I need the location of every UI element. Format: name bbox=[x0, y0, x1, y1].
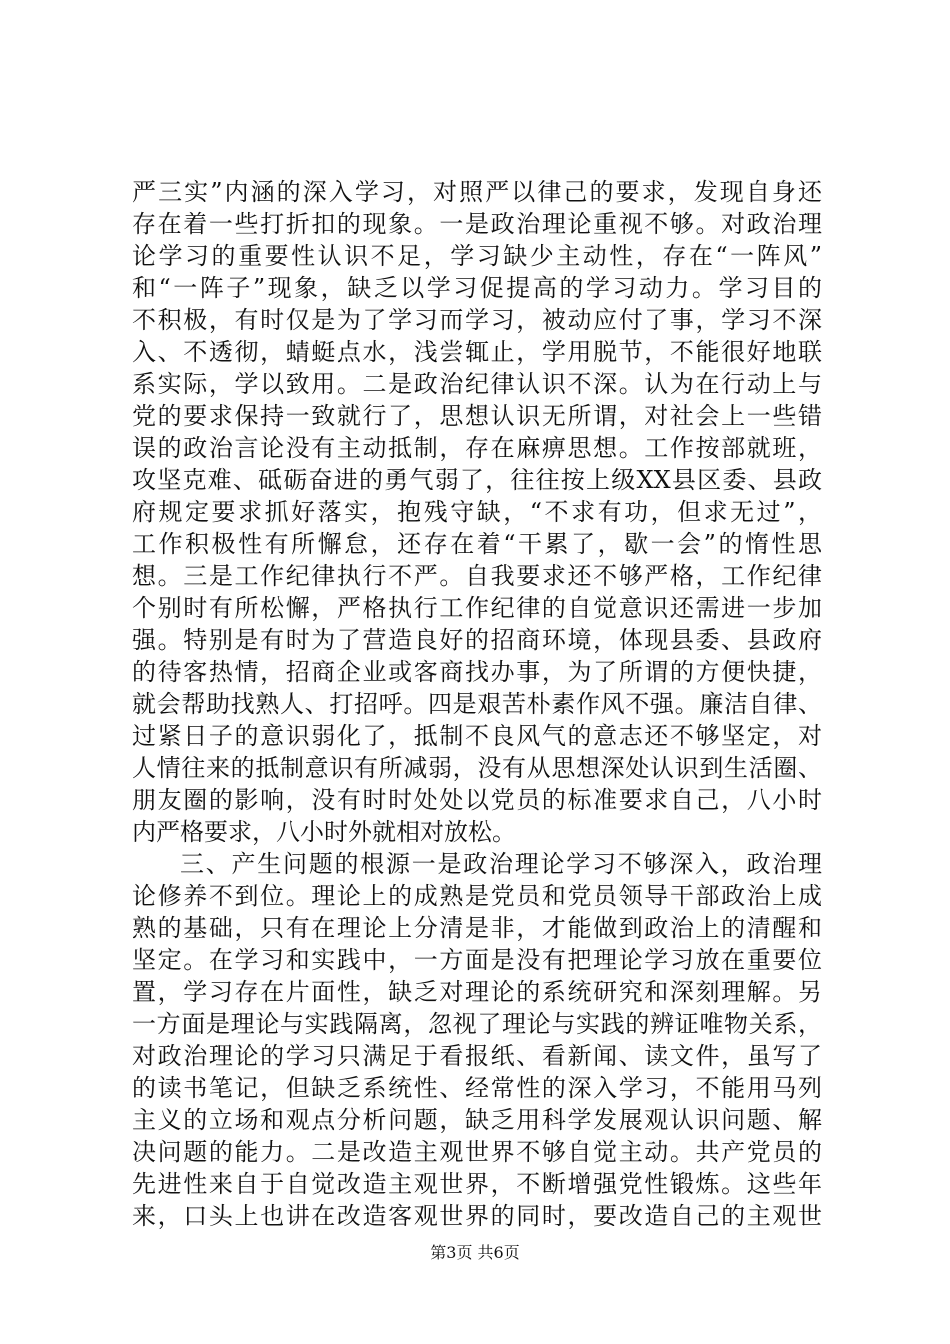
text-line: 严三实”内涵的深入学习，对照严以律己的要求，发现自身还 bbox=[132, 178, 822, 206]
text-line: 来，口头上也讲在改造客观世界的同时，要改造自己的主观世 bbox=[132, 1202, 822, 1230]
text-line: 的读书笔记，但缺乏系统性、经常性的深入学习，不能用马列 bbox=[132, 1074, 822, 1102]
text-line: 决问题的能力。二是改造主观世界不够自觉主动。共产党员的 bbox=[132, 1138, 822, 1166]
page-number-footer: 第3页 共6页 bbox=[430, 1243, 520, 1262]
text-line: 入、不透彻，蜻蜓点水，浅尝辄止，学用脱节，不能很好地联 bbox=[132, 338, 822, 366]
text-line: 工作积极性有所懈怠，还存在着“干累了，歇一会”的惰性思 bbox=[132, 530, 822, 558]
text-line: 论学习的重要性认识不足，学习缺少主动性，存在“一阵风” bbox=[132, 242, 822, 270]
text-line: 攻坚克难、砥砺奋进的勇气弱了，往往按上级XX县区委、县政 bbox=[132, 466, 822, 494]
section-heading-line: 三、产生问题的根源一是政治理论学习不够深入，政治理 bbox=[180, 850, 822, 878]
text-line: 对政治理论的学习只满足于看报纸、看新闻、读文件，虽写了 bbox=[132, 1042, 822, 1070]
text-line: 府规定要求抓好落实，抱残守缺，“不求有功，但求无过”， bbox=[132, 498, 822, 526]
text-line: 论修养不到位。理论上的成熟是党员和党员领导干部政治上成 bbox=[132, 882, 822, 910]
text-line: 先进性来自于自觉改造主观世界，不断增强党性锻炼。这些年 bbox=[132, 1170, 822, 1198]
text-line: 存在着一些打折扣的现象。一是政治理论重视不够。对政治理 bbox=[132, 210, 822, 238]
document-body bbox=[132, 176, 822, 1232]
text-line: 个别时有所松懈，严格执行工作纪律的自觉意识还需进一步加 bbox=[132, 594, 822, 622]
text-line: 不积极，有时仅是为了学习而学习，被动应付了事，学习不深 bbox=[132, 306, 822, 334]
text-line: 主义的立场和观点分析问题，缺乏用科学发展观认识问题、解 bbox=[132, 1106, 822, 1134]
text-line: 过紧日子的意识弱化了，抵制不良风气的意志还不够坚定，对 bbox=[132, 722, 822, 750]
text-line: 想。三是工作纪律执行不严。自我要求还不够严格，工作纪律 bbox=[132, 562, 822, 590]
text-line: 坚定。在学习和实践中，一方面是没有把理论学习放在重要位 bbox=[132, 946, 822, 974]
text-line: 强。特别是有时为了营造良好的招商环境，体现县委、县政府 bbox=[132, 626, 822, 654]
text-line: 置，学习存在片面性，缺乏对理论的系统研究和深刻理解。另 bbox=[132, 978, 822, 1006]
text-line: 系实际，学以致用。二是政治纪律认识不深。认为在行动上与 bbox=[132, 370, 822, 398]
text-line: 党的要求保持一致就行了，思想认识无所谓，对社会上一些错 bbox=[132, 402, 822, 430]
text-line: 熟的基础，只有在理论上分清是非，才能做到政治上的清醒和 bbox=[132, 914, 822, 942]
text-line: 和“一阵子”现象，缺乏以学习促提高的学习动力。学习目的 bbox=[132, 274, 822, 302]
text-line: 就会帮助找熟人、打招呼。四是艰苦朴素作风不强。廉洁自律、 bbox=[132, 690, 822, 718]
text-line: 朋友圈的影响，没有时时处处以党员的标准要求自己，八小时 bbox=[132, 786, 822, 814]
text-line: 人情往来的抵制意识有所减弱，没有从思想深处认识到生活圈、 bbox=[132, 754, 822, 782]
text-line: 误的政治言论没有主动抵制，存在麻痹思想。工作按部就班， bbox=[132, 434, 822, 462]
text-line: 的待客热情，招商企业或客商找办事，为了所谓的方便快捷， bbox=[132, 658, 822, 686]
text-line: 内严格要求，八小时外就相对放松。 bbox=[132, 818, 516, 846]
text-line: 一方面是理论与实践隔离，忽视了理论与实践的辨证唯物关系， bbox=[132, 1010, 822, 1038]
